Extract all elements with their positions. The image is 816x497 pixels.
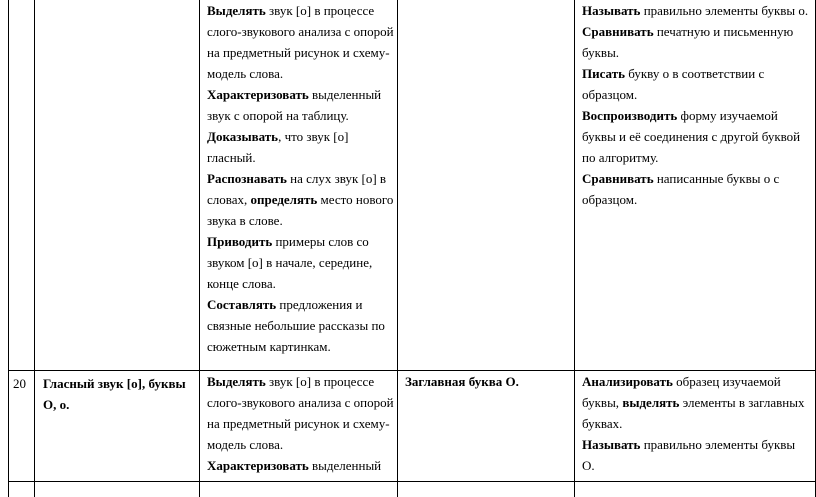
row-letter-title: Заглавная буква О. (405, 374, 519, 389)
row2-activities (207, 371, 394, 476)
letter-activity-item: Писать букву о в соответствии с образцом. (582, 66, 765, 102)
activity-item: Распознавать на слух звук [о] в словах, определять место нового звука в слове. (207, 171, 394, 228)
activity-item: Выделять звук [о] в процессе слого-звукового анализа с опорой на предметный рисунок и схему-модель слова. (207, 3, 394, 81)
activity-item: Характеризовать выделенный звук с опорой на таблицу. (207, 87, 382, 123)
letter-activity-item: Называть правильно элементы буквы О. (582, 437, 796, 473)
activity-item: Доказывать, что звук [о] гласный. (207, 129, 349, 165)
activity-item: Характеризовать выделенный (207, 458, 382, 473)
activity-item: Приводить примеры слов со звуком [о] в начале, середине, конце слова. (207, 234, 373, 291)
row2-letter-activities (582, 371, 810, 476)
row1-activities (207, 0, 394, 357)
letter-activity-item: Называть правильно элементы буквы о. (582, 3, 809, 18)
letter-activity-item: Сравнивать написанные буквы о с образцом. (582, 171, 780, 207)
activity-item: Составлять предложения и связные небольшие рассказы по сюжетным картинкам. (207, 297, 385, 354)
row1-letter-activities (582, 0, 810, 210)
row-topic: Гласный звук [о], буквы О, о. (43, 376, 186, 412)
letter-activity-item: Воспроизводить форму изучаемой буквы и её соединения с другой буквой по алгоритму. (582, 108, 801, 165)
letter-activity-item: Сравнивать печатную и письменную буквы. (582, 24, 794, 60)
letter-activity-item: Анализировать образец изучаемой буквы, выделять элементы в заглавных буквах. (582, 374, 805, 431)
row-number: 20 (13, 376, 26, 391)
activity-item: Выделять звук [о] в процессе слого-звукового анализа с опорой на предметный рисунок и схему-модель слова. (207, 374, 394, 452)
